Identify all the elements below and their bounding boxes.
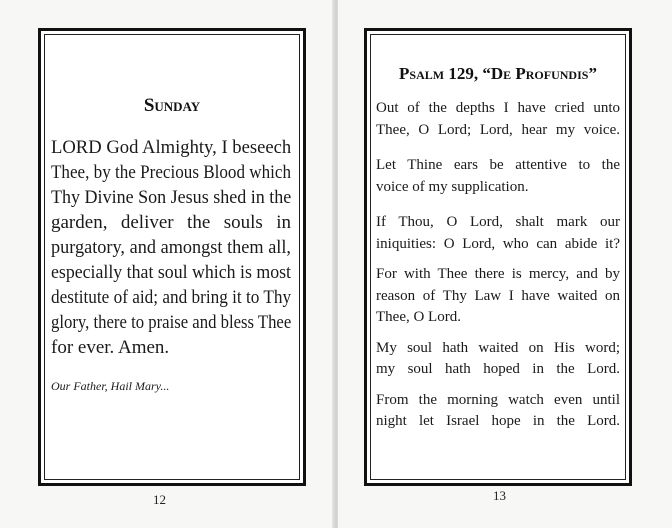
verse-line: Out of the depths I have cried unto bbox=[376, 100, 620, 116]
psalm-verse bbox=[376, 338, 620, 381]
psalm-text bbox=[376, 98, 620, 433]
right-page bbox=[338, 0, 672, 528]
right-page-border bbox=[364, 28, 632, 486]
prayer-line: destitute of aid; and bring it to Thy bbox=[51, 287, 292, 308]
psalm-verse bbox=[376, 264, 620, 329]
verse-line: Let Thine ears be attentive to the bbox=[376, 157, 620, 173]
verse-line: iniquities: O Lord, who can abide it? bbox=[376, 235, 620, 252]
psalm-verse bbox=[376, 212, 620, 255]
verse-line: night let Israel hope in the Lord. bbox=[376, 413, 620, 429]
page-number: 13 bbox=[493, 488, 506, 503]
prayer-line: garden, deliver the souls in bbox=[51, 212, 291, 233]
verse-line: From the morning watch even until bbox=[376, 391, 620, 408]
prayer-text bbox=[51, 135, 291, 360]
prayer-line: Thee, by the Precious Blood which bbox=[51, 162, 292, 183]
section-title: Sunday bbox=[143, 95, 201, 116]
psalm-title: Psalm 129, “De Profundis” bbox=[399, 64, 597, 83]
prayer-line: purgatory, and amongst them all, bbox=[51, 237, 291, 258]
left-page bbox=[0, 0, 334, 528]
psalm-verse bbox=[376, 155, 620, 198]
prayer-line: especially that soul which is most bbox=[51, 262, 291, 283]
closing-prayers: Our Father, Hail Mary... bbox=[51, 379, 170, 393]
prayer-line: LORD God Almighty, I beseech bbox=[51, 137, 292, 158]
left-content bbox=[51, 135, 291, 394]
psalm-verse bbox=[376, 390, 620, 433]
verse-line: Thee, O Lord. bbox=[376, 309, 461, 325]
verse-line: voice of my supplication. bbox=[376, 178, 529, 195]
prayer-line: for ever. Amen. bbox=[51, 337, 170, 358]
left-page-border bbox=[38, 28, 306, 486]
verse-line: reason of Thy Law I have waited on bbox=[376, 287, 620, 304]
psalm-verse bbox=[376, 98, 620, 141]
verse-line: My soul hath waited on His word; bbox=[376, 339, 620, 356]
page-number: 12 bbox=[153, 492, 166, 507]
verse-line: my soul hath hoped in the Lord. bbox=[376, 361, 620, 377]
verse-line: For with Thee there is mercy, and by bbox=[376, 266, 620, 282]
verse-line: If Thou, O Lord, shalt mark our bbox=[376, 214, 620, 230]
prayer-line: Thy Divine Son Jesus shed in the bbox=[51, 187, 292, 208]
verse-line: Thee, O Lord; Lord, hear my voice. bbox=[376, 121, 620, 138]
prayer-line: glory, there to praise and bless Thee bbox=[51, 312, 292, 333]
